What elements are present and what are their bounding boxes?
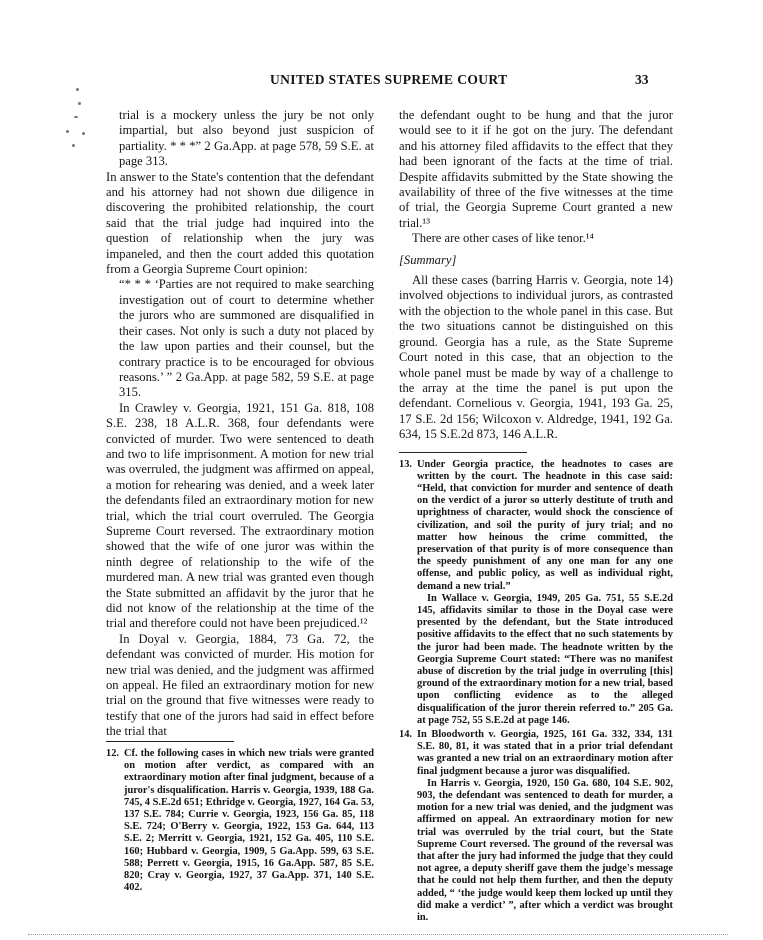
footnote-number: 14.: [399, 729, 412, 740]
section-heading: [Summary]: [399, 252, 457, 267]
paragraph: In answer to the State's contention that the defendant and his attorney had not shown due diligence in discovering the prohibited relationship, the court said that the trial judge had inquired into the question of relationship when the jury was impaneled, and then the court added this quotation from a Georgia Supreme Court opinion:: [106, 169, 374, 277]
paragraph: the defendant ought to be hung and that the juror would see to it if he got on the jury. The defendant and his attorney filed affidavits to the effect that they had been ignorant of the facts at the time of trial. Despite affidavits submitted by the State showing the availability of three of the five witnesses at the time of trial, the Georgia Supreme Court granted a new trial.¹³: [399, 108, 673, 230]
footnote-13: [399, 459, 673, 727]
footnote-number: 12.: [106, 748, 119, 759]
footnote-rule: [399, 452, 527, 453]
footnote-text: Under Georgia practice, the headnotes to cases are written by the court. The headnote in this case said: “Held, that conviction for murder and sentence of death on the verdict of a juror so utterly destitute of truth and uprightness of character, would shock the conscience of civilization, and soil the purity of jury trial; and no matter how heinous the crime committed, the preservation of that purity is of more consequence than the speedy punishment of any one man for any one offense, and public policy, as well as individual right, demand a new trial.”: [417, 458, 673, 592]
footnote-text: In Harris v. Georgia, 1920, 150 Ga. 680, 104 S.E. 902, 903, the defendant was sentenced to death for murder, a motion for a new trial was denied, and the judgment was affirmed on appeal. An extraordinary motion for new trial was overruled by the trial court, but the State Supreme Court reversed. The ground of the reversal was that after the jury had informed the judge that they could not agree, a deputy sheriff gave them the judge's message that he could not help them further, and then the deputy added, “ ‘the judge would keep them locked up until they did make a verdict’ ”, after which a verdict was brought in.: [417, 777, 673, 924]
margin-dot: [72, 144, 75, 147]
page-number: 33: [635, 72, 649, 87]
footnote-number: 13.: [399, 458, 412, 470]
paragraph: In Crawley v. Georgia, 1921, 151 Ga. 818, 108 S.E. 238, 18 A.L.R. 368, four defendants were convicted of murder. Two were sentenced to death and two to life imprisonment. A motion for new trial was overruled, the judgment was affirmed on appeal, a motion for rehearing was denied, and a week later the defendants filed an extraordinary motion for new trial, which the trial court overruled. The Georgia Supreme Court reversed. The extraordinary motion showed that the wife of one juror was within the ninth degree of relationship to the wife of the murdered man. A new trial was granted even though the State submitted an affidavit by the juror that he did not know of the relationship at the time of the trial and therefore could not have been prejudiced.¹²: [106, 400, 374, 631]
left-footnotes: [106, 732, 374, 894]
running-head: UNITED STATES SUPREME COURT: [270, 72, 508, 87]
left-column: [106, 108, 374, 740]
margin-dot: [82, 132, 85, 135]
margin-dot: [78, 102, 81, 105]
block-quote: “* * * ‘Parties are not required to make searching investigation out of court to determine whether the jurors who are summoned are disqualified in their cases. Not only is such a duty not placed by the law upon parties and their counsel, but the contrary practice is to be encouraged for obvious reasons.’ ” 2 Ga.App. at page 582, 59 S.E. at page 315.: [119, 277, 374, 400]
footnote-14: [399, 729, 673, 924]
paragraph: There are other cases of like tenor.¹⁴: [412, 231, 594, 246]
paragraph: All these cases (barring Harris v. Georgia, note 14) involved objections to individual jurors, as contrasted with the objection to the whole panel in this case. But the two situations cannot be distinguished on this ground. Georgia has a rule, as the State Supreme Court noted in this case, that an objection to the whole panel must be made by way of a challenge to the array at the time the panel is put upon the defendant. Cornelious v. Georgia, 1941, 193 Ga. 25, 17 S.E. 2d 156; Wilcoxon v. Aldredge, 1941, 192 Ga. 634, 15 S.E.2d 873, 146 A.L.R.: [399, 273, 673, 442]
footnote-text: In Bloodworth v. Georgia, 1925, 161 Ga. 332, 334, 131 S.E. 80, 81, it was stated that in a prior trial defendant was granted a new trial on an extraordinary motion after final judgment because a juror was disqualified.: [417, 729, 673, 777]
footnote-text: In Wallace v. Georgia, 1949, 205 Ga. 751, 55 S.E.2d 145, affidavits similar to those in the Doyal case were presented by the defendant, but the State introduced positive affidavits to the effect that no such statements by the juror had been made. The headnote written by the Georgia Supreme Court stated: “There was no manifest abuse of discretion by the trial judge in overruling [this] ground of the extraordinary motion for a new trial, based upon conflicting evidence as to the alleged disqualification of the juror therein referred to.” 205 Ga. at page 752, 55 S.E.2d at page 146.: [417, 592, 673, 726]
margin-dot: [66, 130, 69, 133]
right-footnotes: [399, 459, 673, 925]
right-column: [399, 108, 673, 924]
paragraph: trial is a mockery unless the jury be not only impartial, but also beyond just suspicion of partiality. * * *” 2 Ga.App. at page 578, 59 S.E. at page 313.: [119, 108, 374, 169]
paragraph: In Doyal v. Georgia, 1884, 73 Ga. 72, the defendant was convicted of murder. His motion for new trial was denied, and the judgment was affirmed on appeal. He filed an extraordinary motion for new trial on the ground that five witnesses were ready to testify that one of the jurors had said in effect before the trial that: [106, 631, 374, 739]
footnote-rule: [106, 741, 234, 742]
footnote-text: Cf. the following cases in which new trials were granted on motion after verdict, as compared with an extraordinary motion after final judgment, because of a juror's disqualification. Harris v. Georgia, 1939, 188 Ga. 745, 4 S.E.2d 651; Ethridge v. Georgia, 1927, 164 Ga. 53, 137 S.E. 784; Currie v. Georgia, 1923, 156 Ga. 85, 118 S.E. 724; O'Berry v. Georgia, 1922, 153 Ga. 644, 113 S.E. 2; Merritt v. Georgia, 1921, 152 Ga. 405, 110 S.E. 160; Hubbard v. Georgia, 1909, 5 Ga.App. 599, 63 S.E. 588; Perrett v. Georgia, 1915, 16 Ga.App. 587, 85 S.E. 820; Cray v. Georgia, 1927, 37 Ga.App. 371, 140 S.E. 402.: [124, 748, 374, 894]
bottom-scan-line: [28, 934, 728, 935]
page-header: [0, 72, 763, 94]
margin-dot: [74, 116, 78, 118]
footnote-12: [106, 748, 374, 894]
